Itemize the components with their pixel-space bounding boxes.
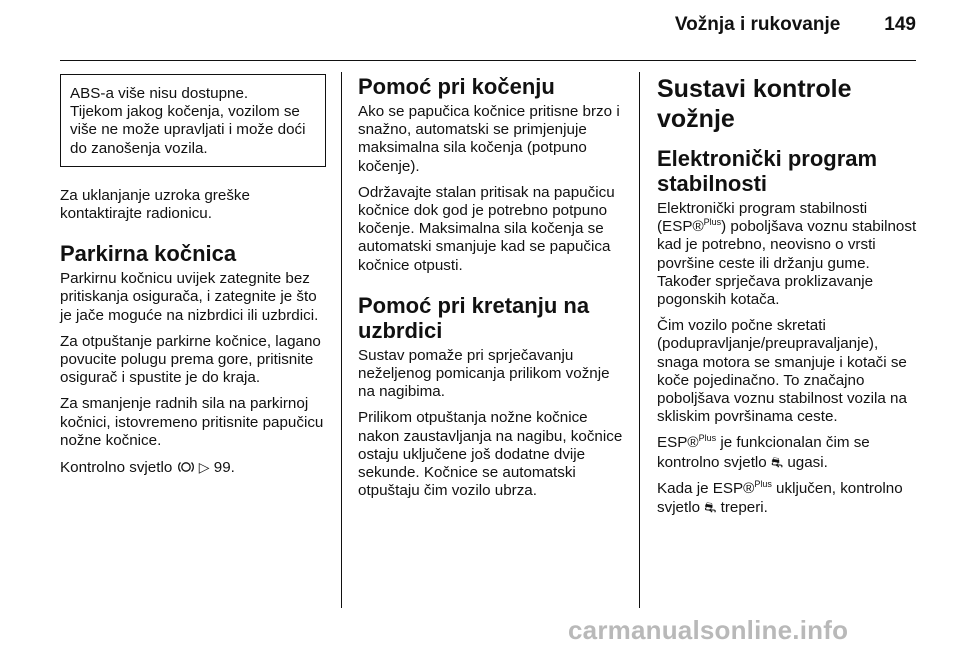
- paragraph: ESP®$^{Plus}$ je funkcionalan čim se kontrolno svjetlo ⛐ ugasi.: [657, 433, 870, 471]
- paragraph-warning-light: Kontrolno svjetlo ▷ 99.: [60, 459, 235, 477]
- header-rule: [60, 60, 916, 61]
- note-line: Tijekom jakog kočenja, vozilom se više ne može upravljati i može doći do zanošenja vozila.: [70, 103, 306, 157]
- page-header: [60, 14, 916, 36]
- paragraph: Elektronički program stabilnosti (ESP®$^{Plus}$) poboljšava voznu stabilnost kad je potrebno, neovisno o vrsti površine ceste ili držanju gume. Također sprječava proklizavanje pogonskih kotača.: [657, 200, 917, 309]
- paragraph: Ako se papučica kočnice pritisne brzo i snažno, automatski se primjenjuje maksimalna sila kočenja (potpuno kočenje).: [358, 103, 620, 175]
- section-heading-brake-assist: Pomoć pri kočenju: [358, 74, 555, 99]
- page-number: 149: [884, 14, 916, 35]
- brake-warning-icon: [177, 459, 195, 475]
- column-divider: [639, 72, 640, 608]
- watermark: carmanualsonline.info: [568, 615, 849, 645]
- paragraph: Za otpuštanje parkirne kočnice, lagano povucite polugu prema gore, pritisnite osigurač i spustite je do kraja.: [60, 332, 321, 387]
- paragraph: Parkirnu kočnicu uvijek zategnite bez pritiskanja osigurača, i zategnite je što je jače moguće na nizbrdici ili uzbrdici.: [60, 270, 319, 324]
- section-heading-hill-start-assist: Pomoć pri kretanju na uzbrdici: [358, 292, 590, 343]
- esp-warning-icon: ⛐: [704, 499, 717, 516]
- esp-warning-icon: ⛐: [770, 453, 784, 470]
- paragraph: Čim vozilo počne skretati (podupravljanje/preupravaljanje), snaga motora se smanjuje i kotači se koče pojedinačno. To značajno poboljšava voznu stabilnost vozila na skliskim površinama ceste.: [657, 317, 907, 426]
- section-heading-esp: Elektronički program stabilnosti: [657, 146, 878, 196]
- chapter-heading: Sustavi kontrole vožnje: [657, 75, 852, 133]
- paragraph: Sustav pomaže pri sprječavanju neželjenog pomicanja prilikom vožnje na nagibima.: [358, 346, 610, 401]
- section-heading-parking-brake: Parkirna kočnica: [60, 241, 237, 267]
- paragraph: Održavajte stalan pritisak na papučicu kočnice dok god je potrebno potpuno kočenje. Maksimalna sila kočenja se automatski smanjuje kad se papučica kočnice otpusti.: [358, 183, 615, 274]
- paragraph: Za uklanjanje uzroka greške kontaktirajte radionicu.: [60, 186, 250, 223]
- column-right: [657, 74, 923, 525]
- page-reference-icon: ▷: [198, 459, 210, 476]
- paragraph: Prilikom otpuštanja nožne kočnice nakon zaustavljanja na nagibu, kočnice ostaju uključene još dodatne dvije sekunde. Kočnice se automatski otpuštaju čim vozilo ubrza.: [358, 409, 623, 500]
- paragraph: Kada je ESP®$^{Plus}$ uključen, kontrolno svjetlo ⛐ treperi.: [657, 478, 903, 517]
- column-middle: [358, 74, 626, 508]
- column-divider: [341, 72, 342, 608]
- paragraph: Za smanjenje radnih sila na parkirnoj kočnici, istovremeno pritisnite papučicu nožne kočnice.: [60, 395, 324, 449]
- note-line: ABS-a više nisu dostupne.: [70, 85, 249, 102]
- header-title: Vožnja i rukovanje: [674, 14, 841, 35]
- column-left: [60, 74, 326, 485]
- note-box: [60, 74, 326, 167]
